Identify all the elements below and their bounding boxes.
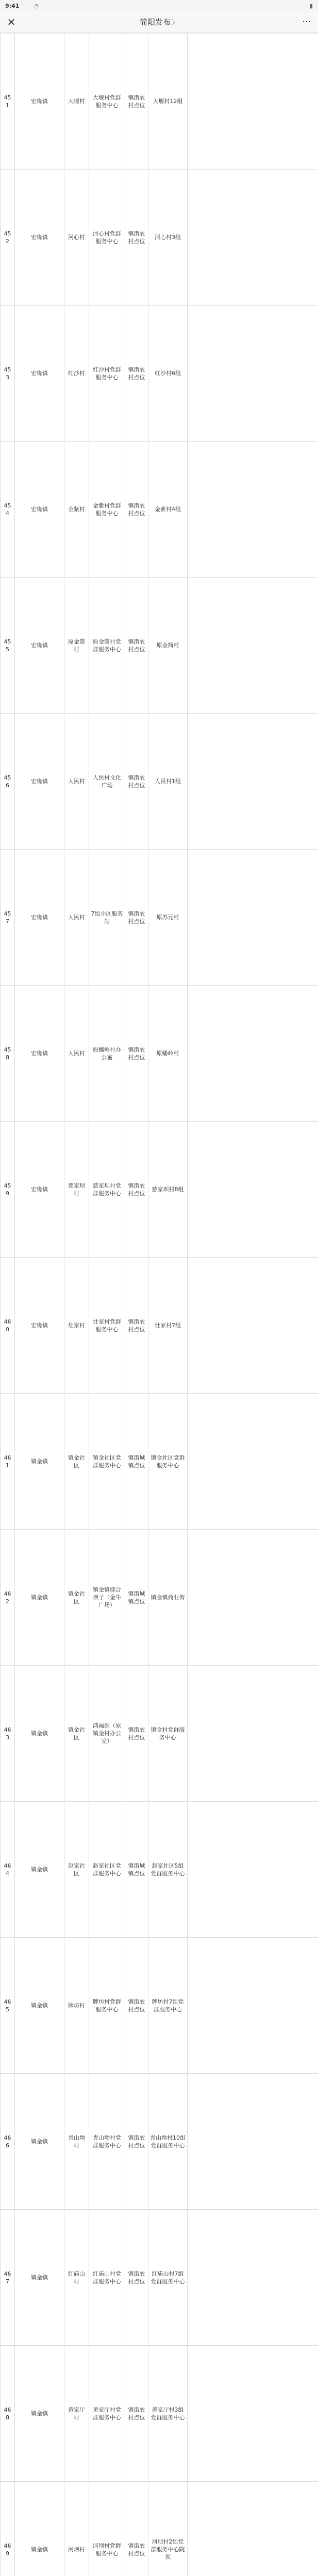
row-index: 45 4 — [1, 442, 15, 578]
row-address: 金紫村4组 — [148, 442, 188, 578]
row-empty-cell — [188, 1122, 318, 1258]
row-address: 镇金村党群服务中心 — [148, 1666, 188, 1802]
row-village: 河心村 — [64, 170, 89, 306]
row-point-type: 镇街农村点位 — [125, 442, 148, 578]
row-town: 宏缘镇 — [15, 33, 64, 170]
row-index: 45 8 — [1, 986, 15, 1122]
more-icon[interactable]: ··· — [302, 16, 311, 27]
row-address: 原苏元村 — [148, 850, 188, 986]
row-village: 镇金社区 — [64, 1394, 89, 1530]
row-village: 牌坊村 — [64, 1938, 89, 2074]
row-point-name: 人民村文化广场 — [89, 714, 125, 850]
row-town: 宏缘镇 — [15, 986, 64, 1122]
row-village: 人民村 — [64, 714, 89, 850]
row-index: 46 4 — [1, 1802, 15, 1938]
row-index: 45 3 — [1, 306, 15, 442]
row-point-name: 赵家社区党群服务中心 — [89, 1802, 125, 1938]
row-town: 镇金镇 — [15, 2482, 64, 2576]
row-point-name: 红沙村党群服务中心 — [89, 306, 125, 442]
table-row — [1, 1122, 318, 1258]
row-point-type: 镇街农村点位 — [125, 986, 148, 1122]
row-address: 青山坳村10组党群服务中心 — [148, 2074, 188, 2210]
row-empty-cell — [188, 1802, 318, 1938]
row-address: 红沙村6组 — [148, 306, 188, 442]
row-address: 原蟠岭村 — [148, 986, 188, 1122]
status-time: 9:41 — [5, 2, 20, 9]
table-row — [1, 578, 318, 714]
row-point-type: 镇街农村点位 — [125, 1122, 148, 1258]
row-village: 大堰村 — [64, 33, 89, 170]
row-point-name: 7组小区服务站 — [89, 850, 125, 986]
row-point-name: 鸿福源（原镇金村办公室） — [89, 1666, 125, 1802]
row-point-name: 原蟠岭村办公室 — [89, 986, 125, 1122]
row-town: 镇金镇 — [15, 2074, 64, 2210]
row-village: 镇金社区 — [64, 1530, 89, 1666]
table-row — [1, 1530, 318, 1666]
row-point-type: 镇街农村点位 — [125, 1258, 148, 1394]
row-index: 46 3 — [1, 1666, 15, 1802]
row-town: 镇金镇 — [15, 1802, 64, 1938]
row-address: 镇金镇商业街 — [148, 1530, 188, 1666]
table-row — [1, 1938, 318, 2074]
row-index: 45 9 — [1, 1122, 15, 1258]
table-row — [1, 2346, 318, 2482]
row-index: 45 7 — [1, 850, 15, 986]
row-point-name: 慈家坝村党群服务中心 — [89, 1122, 125, 1258]
row-village: 人民村 — [64, 850, 89, 986]
row-point-name: 大堰村党群服务中心 — [89, 33, 125, 170]
table-row — [1, 714, 318, 850]
table-row — [1, 1394, 318, 1530]
row-empty-cell — [188, 2074, 318, 2210]
row-empty-cell — [188, 1394, 318, 1530]
row-point-type: 镇街城镇点位 — [125, 1802, 148, 1938]
row-town: 镇金镇 — [15, 1394, 64, 1530]
row-point-type: 镇街农村点位 — [125, 2210, 148, 2346]
table-row — [1, 1802, 318, 1938]
row-address: 镇金社区党群服务中心 — [148, 1394, 188, 1530]
row-index: 46 2 — [1, 1530, 15, 1666]
row-point-name: 金紫村党群服务中心 — [89, 442, 125, 578]
row-point-name: 黄家厅村党群服务中心 — [89, 2346, 125, 2482]
row-empty-cell — [188, 306, 318, 442]
table-row — [1, 170, 318, 306]
row-address: 河坝村2组党群服务中心院坝 — [148, 2482, 188, 2576]
row-address: 灶家村7组 — [148, 1258, 188, 1394]
table-row — [1, 33, 318, 170]
row-empty-cell — [188, 2210, 318, 2346]
row-village: 红沙村 — [64, 306, 89, 442]
row-index: 45 2 — [1, 170, 15, 306]
row-village: 慈家坝村 — [64, 1122, 89, 1258]
row-empty-cell — [188, 714, 318, 850]
nav-bar — [0, 11, 318, 33]
table-row — [1, 306, 318, 442]
row-index: 45 5 — [1, 578, 15, 714]
row-address: 原金简村 — [148, 578, 188, 714]
table-row — [1, 850, 318, 986]
row-point-type: 镇街农村点位 — [125, 1666, 148, 1802]
row-index: 46 8 — [1, 2346, 15, 2482]
table-row — [1, 1258, 318, 1394]
row-address: 赵家社区5组党群服务中心 — [148, 1802, 188, 1938]
row-village: 灶家村 — [64, 1258, 89, 1394]
row-point-type: 镇街农村点位 — [125, 1938, 148, 2074]
row-address: 河心村3组 — [148, 170, 188, 306]
row-point-type: 镇街农村点位 — [125, 578, 148, 714]
row-empty-cell — [188, 2346, 318, 2482]
row-point-name: 灶家村党群服务中心 — [89, 1258, 125, 1394]
row-address: 红庙山村7组党群服务中心 — [148, 2210, 188, 2346]
row-address: 牌坊村7组党群服务中心 — [148, 1938, 188, 2074]
page-title-text: 简阳发布 — [139, 18, 171, 27]
row-town: 宏缘镇 — [15, 714, 64, 850]
row-empty-cell — [188, 442, 318, 578]
row-town: 镇金镇 — [15, 2346, 64, 2482]
row-index: 46 5 — [1, 1938, 15, 2074]
table-body — [1, 33, 318, 2576]
row-index: 46 1 — [1, 1394, 15, 1530]
row-point-name: 河坝村党群服务中心 — [89, 2482, 125, 2576]
row-town: 宏缘镇 — [15, 1122, 64, 1258]
row-village: 赵家社区 — [64, 1802, 89, 1938]
row-point-type: 镇街农村点位 — [125, 2346, 148, 2482]
row-index: 46 9 — [1, 2482, 15, 2576]
row-empty-cell — [188, 578, 318, 714]
table-row — [1, 1666, 318, 1802]
row-point-type: 镇街城镇点位 — [125, 1394, 148, 1530]
row-town: 宏缘镇 — [15, 170, 64, 306]
row-village: 红庙山村 — [64, 2210, 89, 2346]
row-point-type: 镇街农村点位 — [125, 2482, 148, 2576]
row-empty-cell — [188, 170, 318, 306]
row-town: 宏缘镇 — [15, 442, 64, 578]
signal-icon: ··· ◔ — [22, 2, 40, 9]
row-town: 宏缘镇 — [15, 578, 64, 714]
row-point-name: 镇金镇综合坝子（金牛广场） — [89, 1530, 125, 1666]
battery-icon: ▮ — [309, 2, 313, 9]
row-town: 镇金镇 — [15, 1666, 64, 1802]
row-point-name: 青山坳村党群服务中心 — [89, 2074, 125, 2210]
row-address: 慈家坝村8组 — [148, 1122, 188, 1258]
status-right — [310, 3, 313, 9]
row-empty-cell — [188, 1938, 318, 2074]
row-point-name: 原金简村党群服务中心 — [89, 578, 125, 714]
row-point-name: 红庙山村党群服务中心 — [89, 2210, 125, 2346]
row-point-type: 镇街农村点位 — [125, 33, 148, 170]
row-village: 青山坳村 — [64, 2074, 89, 2210]
row-address: 人民村1组 — [148, 714, 188, 850]
row-village: 金紫村 — [64, 442, 89, 578]
row-town: 宏缘镇 — [15, 850, 64, 986]
row-index: 46 6 — [1, 2074, 15, 2210]
table-row — [1, 442, 318, 578]
row-village: 黄家厅村 — [64, 2346, 89, 2482]
table-row — [1, 2074, 318, 2210]
close-icon[interactable]: ✕ — [7, 15, 16, 28]
row-point-type: 镇街农村点位 — [125, 170, 148, 306]
row-town: 镇金镇 — [15, 2210, 64, 2346]
table-row — [1, 2482, 318, 2576]
row-town: 宏缘镇 — [15, 306, 64, 442]
row-point-type: 镇街农村点位 — [125, 2074, 148, 2210]
points-table — [0, 33, 318, 2576]
row-village: 人民村 — [64, 986, 89, 1122]
row-empty-cell — [188, 986, 318, 1122]
row-village: 原金简村 — [64, 578, 89, 714]
row-empty-cell — [188, 850, 318, 986]
row-point-name: 镇金社区党群服务中心 — [89, 1394, 125, 1530]
row-point-name: 河心村党群服务中心 — [89, 170, 125, 306]
row-empty-cell — [188, 1666, 318, 1802]
row-village: 镇金社区 — [64, 1666, 89, 1802]
row-point-type: 镇街农村点位 — [125, 714, 148, 850]
table-row — [1, 2210, 318, 2346]
row-index: 45 1 — [1, 33, 15, 170]
row-point-type: 镇街农村点位 — [125, 306, 148, 442]
row-town: 宏缘镇 — [15, 1258, 64, 1394]
row-empty-cell — [188, 33, 318, 170]
row-point-type: 镇街农村点位 — [125, 850, 148, 986]
row-town: 镇金镇 — [15, 1530, 64, 1666]
chevron-right-icon: 〉 — [172, 19, 179, 27]
row-town: 镇金镇 — [15, 1938, 64, 2074]
row-point-type: 镇街城镇点位 — [125, 1530, 148, 1666]
row-address: 大堰村12组 — [148, 33, 188, 170]
row-empty-cell — [188, 2482, 318, 2576]
table-row — [1, 986, 318, 1122]
row-index: 45 6 — [1, 714, 15, 850]
row-index: 46 0 — [1, 1258, 15, 1394]
row-empty-cell — [188, 1258, 318, 1394]
row-village: 河坝村 — [64, 2482, 89, 2576]
row-point-name: 牌坊村党群服务中心 — [89, 1938, 125, 2074]
row-address: 黄家厅村3组党群服务中心 — [148, 2346, 188, 2482]
status-bar — [0, 0, 318, 11]
page-title — [0, 16, 318, 27]
row-empty-cell — [188, 1530, 318, 1666]
row-index: 46 7 — [1, 2210, 15, 2346]
